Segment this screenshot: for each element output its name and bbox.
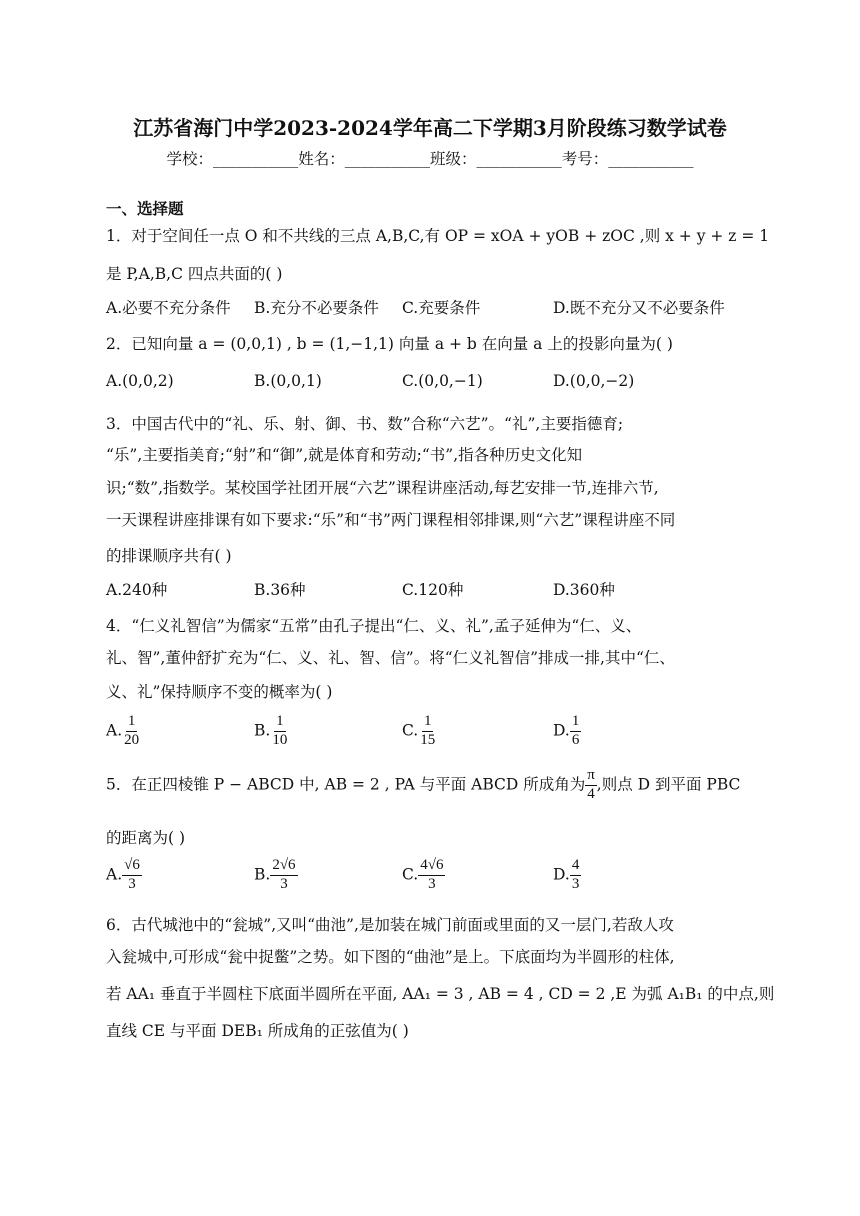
q3-line-5: 的排课顺序共有( ): [106, 547, 232, 565]
q5-text-b: ,则点 D 到平面 PBC: [596, 775, 741, 794]
q3-line-1: 3．中国古代中的“礼、乐、射、御、书、数”合称“六艺”。“礼”,主要指德育;: [106, 415, 624, 433]
fraction-numerator: 1: [126, 714, 138, 732]
q3-option-a: A.240种: [106, 581, 168, 599]
q4-option-c: [402, 714, 437, 749]
q1-line-1: 1．对于空间任一点 O 和不共线的三点 A,B,C,有 OP = xOA + yOB + zOC ,则 x + y + z = 1: [106, 227, 770, 245]
q5-option-d: [553, 858, 581, 893]
q6-line-4: 直线 CE 与平面 DEB₁ 所成角的正弦值为( ): [106, 1022, 409, 1040]
q4-line-1: 4．“仁义礼智信”为儒家“五常”由孔子提出“仁、义、礼”,孟子延伸为“仁、义、: [106, 617, 642, 635]
q3-option-c: C.120种: [402, 581, 464, 599]
fraction-numerator: 1: [422, 714, 434, 732]
fraction-numerator: 1: [570, 714, 582, 732]
q1-option-d: D.既不充分又不必要条件: [553, 299, 725, 317]
q6-line-3: 若 AA₁ 垂直于半圆柱下底面半圆所在平面, AA₁ = 3 , AB = 4 , CD = 2 ,E 为弧 A₁B₁ 的中点,则: [106, 985, 775, 1003]
q3-line-3: 识;“数”,指数学。某校国学社团开展“六艺”课程讲座活动,每艺安排一节,连排六节,: [106, 479, 659, 497]
q4-option-a: [106, 714, 141, 749]
fraction-denominator: 3: [280, 875, 288, 892]
fraction: [270, 858, 297, 893]
fraction: [122, 714, 141, 749]
q4-line-3: 义、礼”保持顺序不变的概率为( ): [106, 683, 333, 701]
q5-option-c: [402, 858, 445, 893]
student-info-line: 学校：___________姓名：___________班级：___________考号：___________: [166, 150, 694, 168]
fraction-denominator: 4: [587, 785, 595, 802]
q5-line-1: [106, 768, 740, 803]
q1-option-a: A.必要不充分条件: [106, 299, 231, 317]
q3-option-b: B.36种: [254, 581, 306, 599]
q4-line-2: 礼、智”,董仲舒扩充为“仁、义、礼、智、信”。将“仁义礼智信”排成一排,其中“仁、: [106, 649, 675, 667]
option-label: A.: [106, 721, 123, 740]
q4-option-d: [553, 714, 581, 749]
fraction-numerator: 2√6: [270, 858, 297, 876]
q3-line-4: 一天课程讲座排课有如下要求:“乐”和“书”两门课程相邻排课,则“六艺”课程讲座不同: [106, 511, 676, 529]
section-heading: 一、选择题: [106, 199, 184, 218]
fraction-numerator: √6: [122, 858, 142, 876]
option-label: A.: [106, 865, 123, 884]
fraction-numerator: 4√6: [418, 858, 445, 876]
option-label: C.: [402, 865, 419, 884]
fraction-denominator: 6: [571, 731, 580, 748]
q2-option-b: B.(0,0,1): [254, 372, 322, 390]
q5-text-a: 5．在正四棱锥 P − ABCD 中, AB = 2 , PA 与平面 ABCD 所成角为: [106, 775, 586, 794]
option-label: B.: [254, 721, 271, 740]
fraction: [418, 858, 445, 893]
fraction-denominator: 15: [420, 731, 436, 748]
fraction-denominator: 20: [124, 731, 140, 748]
q6-line-1: 6．古代城池中的“瓮城”,又叫“曲池”,是加装在城门前面或里面的又一层门,若敌人攻: [106, 916, 674, 934]
fraction-numerator: 1: [274, 714, 286, 732]
fraction-denominator: 10: [272, 731, 288, 748]
fraction-pi-over-4: [585, 768, 597, 803]
q2-line-1: 2．已知向量 a = (0,0,1) , b = (1,−1,1) 向量 a + b 在向量 a 上的投影向量为( ): [106, 335, 673, 353]
fraction-numerator: π: [585, 768, 597, 786]
fraction: [270, 714, 289, 749]
q3-line-2: “乐”,主要指美育;“射”和“御”,就是体育和劳动;“书”,指各种历史文化知: [106, 446, 583, 464]
q2-option-d: D.(0,0,−2): [553, 372, 635, 390]
q5-line-2: 的距离为( ): [106, 829, 186, 847]
option-label: B.: [254, 865, 271, 884]
fraction-denominator: 3: [571, 875, 580, 892]
option-label: D.: [553, 721, 570, 740]
q1-option-b: B.充分不必要条件: [254, 299, 379, 317]
fraction-denominator: 3: [128, 875, 136, 892]
option-label: D.: [553, 865, 570, 884]
fraction: [570, 714, 582, 749]
fraction-numerator: 4: [570, 858, 582, 876]
q1-line-2: 是 P,A,B,C 四点共面的( ): [106, 265, 283, 283]
q1-option-c: C.充要条件: [402, 299, 481, 317]
q5-option-a: [106, 858, 142, 893]
q3-option-d: D.360种: [553, 581, 615, 599]
exam-title: 江苏省海门中学2023-2024学年高二下学期3月阶段练习数学试卷: [133, 116, 727, 140]
q5-option-b: [254, 858, 298, 893]
q2-option-c: C.(0,0,−1): [402, 372, 483, 390]
q6-line-2: 入瓮城中,可形成“瓮中捉鳖”之势。如下图的“曲池”是上。下底面均为半圆形的柱体,: [106, 948, 675, 966]
fraction: [418, 714, 437, 749]
option-label: C.: [402, 721, 419, 740]
fraction: [570, 858, 582, 893]
q4-option-b: [254, 714, 289, 749]
fraction-denominator: 3: [428, 875, 436, 892]
fraction: [122, 858, 142, 893]
q2-option-a: A.(0,0,2): [106, 372, 174, 390]
